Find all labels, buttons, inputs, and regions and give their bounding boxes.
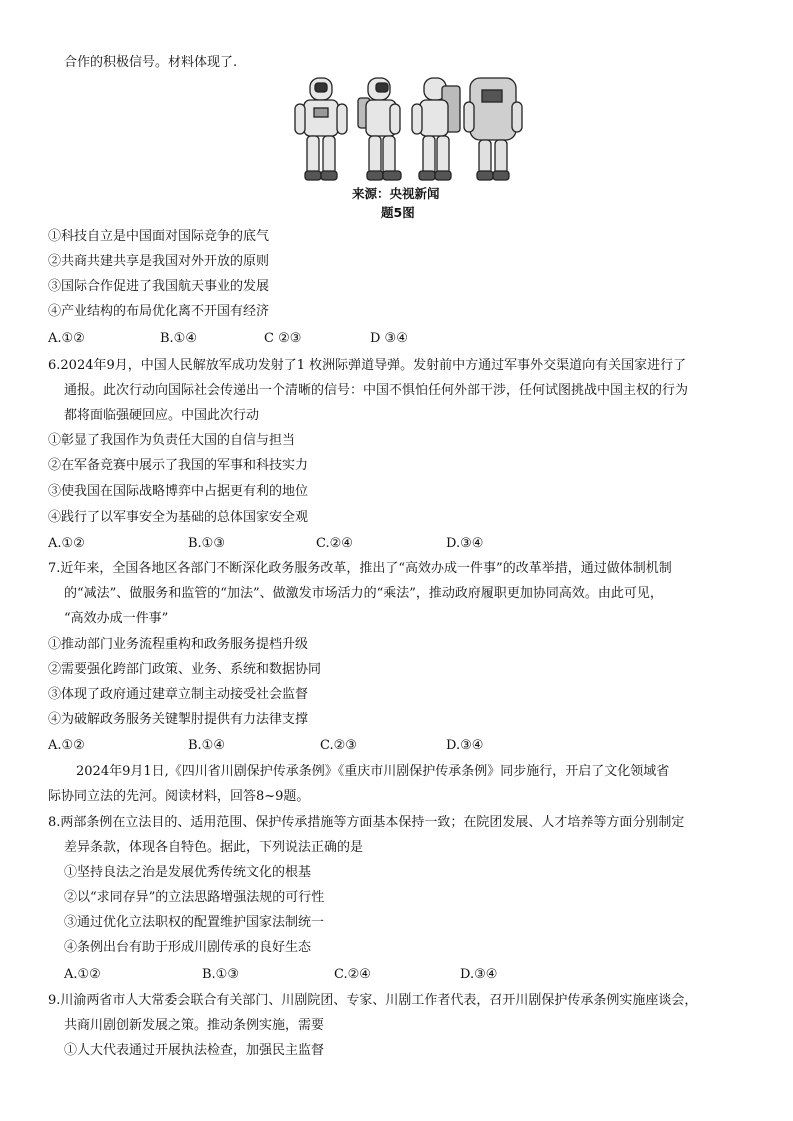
q6-statement-3: ③使我国在国际战略博弈中占据更有利的地位 (48, 484, 309, 499)
q6-stem-line-3: 都将面临强硬回应。中国此次行动 (64, 408, 260, 423)
astronaut-side-icon (358, 78, 401, 180)
q7-choice-d: D.③④ (446, 738, 484, 753)
q9-stem-line-2: 共商川剧创新发展之策。推动条例实施，需要 (64, 1018, 325, 1033)
q8-statement-4: ④条例出台有助于形成川剧传承的良好生态 (64, 940, 312, 955)
q5-statement-4: ④产业结构的布局优化离不开国有经济 (48, 304, 270, 319)
astronaut-front-icon (295, 78, 347, 180)
spacesuit-figure (292, 76, 524, 184)
q5-statement-3: ③国际合作促进了我国航天事业的发展 (48, 279, 270, 294)
q7-statement-2: ②需要强化跨部门政策、业务、系统和数据协同 (48, 662, 322, 677)
q9-stem-line-1: 9.川渝两省市人大常委会联合有关部门、川剧院团、专家、川剧工作者代表，召开川剧保护传承条例实施座谈会， (48, 993, 698, 1008)
q7-statement-4: ④为破解政务服务关键掣肘提供有力法律支撑 (48, 712, 309, 727)
q9-statement-1: ①人大代表通过开展执法检查，加强民主监督 (64, 1043, 325, 1058)
q7-choice-c: C.②③ (320, 738, 357, 753)
material-line-2: 际协同立法的先河。阅读材料，回答8~9题。 (48, 789, 310, 804)
q7-statement-3: ③体现了政府通过建章立制主动接受社会监督 (48, 687, 309, 702)
q7-stem-line-2: 的“减法”、做服务和监管的“加法”、做激发市场活力的“乘法”，推动政府履职更加协同高效。由此可见， (64, 586, 663, 601)
q7-stem-line-1: 7.近年来，全国各地区各部门不断深化政务服务改革，推出了“高效办成一件事”的改革举措，通过做体制机制 (48, 561, 672, 576)
q8-choice-c: C.②④ (334, 967, 371, 982)
q6-choice-c: C.②④ (316, 536, 353, 551)
astronaut-back-side-icon (412, 78, 460, 180)
spacesuit-image (292, 76, 524, 184)
q5-choice-c: C ②③ (264, 331, 302, 346)
q8-stem-line-1: 8.两部条例在立法目的、适用范围、保护传承措施等方面基本保持一致；在院团发展、人才培养等方面分别制定 (48, 815, 685, 830)
q8-choice-b: B.①③ (202, 967, 239, 982)
intro-tail: 合作的积极信号。材料体现了. (64, 55, 238, 70)
q6-choice-d: D.③④ (446, 536, 484, 551)
q6-stem-line-2: 通报。此次行动向国际社会传递出一个清晰的信号：中国不惧怕任何外部干涉，任何试图挑战中国主权的行为 (64, 383, 689, 398)
q6-statement-2: ②在军备竞赛中展示了我国的军事和科技实力 (48, 458, 309, 473)
q5-statement-2: ②共商共建共享是我国对外开放的原则 (48, 254, 270, 269)
q8-statement-2: ②以“求同存异”的立法思路增强法规的可行性 (64, 890, 325, 905)
q6-stem-line-1: 6.2024年9月，中国人民解放军成功发射了1 枚洲际弹道导弹。发射前中方通过军事外交渠道向有关国家进行了 (48, 358, 687, 373)
q7-choice-a: A.①② (48, 738, 85, 753)
q8-stem-line-2: 差异条款，体现各自特色。据此，下列说法正确的是 (64, 840, 364, 855)
q5-choice-d: D ③④ (370, 331, 408, 346)
q6-statement-4: ④践行了以军事安全为基础的总体国家安全观 (48, 510, 309, 525)
q8-choice-a: A.①② (64, 967, 101, 982)
q7-choice-b: B.①④ (188, 738, 225, 753)
q8-choice-d: D.③④ (460, 967, 498, 982)
q5-choice-a: A.①② (48, 331, 85, 346)
q8-statement-1: ①坚持良法之治是发展优秀传统文化的根基 (64, 865, 312, 880)
astronaut-back-icon (464, 78, 522, 180)
q6-statement-1: ①彰显了我国作为负责任大国的自信与担当 (48, 433, 296, 448)
q6-choice-b: B.①③ (188, 536, 225, 551)
q5-statement-1: ①科技自立是中国面对国际竞争的底气 (48, 229, 270, 244)
q7-stem-line-3: “高效办成一件事” (64, 611, 169, 626)
q8-statement-3: ③通过优化立法职权的配置维护国家法制统一 (64, 915, 325, 930)
figure-source: 来源：央视新闻 (352, 186, 440, 201)
material-line-1: 2024年9月1日,《四川省川剧保护传承条例》《重庆市川剧保护传承条例》同步施行，开启了文化领域省 (76, 764, 670, 779)
figure-label: 题5图 (381, 205, 415, 220)
q6-choice-a: A.①② (48, 536, 85, 551)
q5-choice-b: B.①④ (160, 331, 197, 346)
q7-statement-1: ①推动部门业务流程重构和政务服务提档升级 (48, 637, 309, 652)
